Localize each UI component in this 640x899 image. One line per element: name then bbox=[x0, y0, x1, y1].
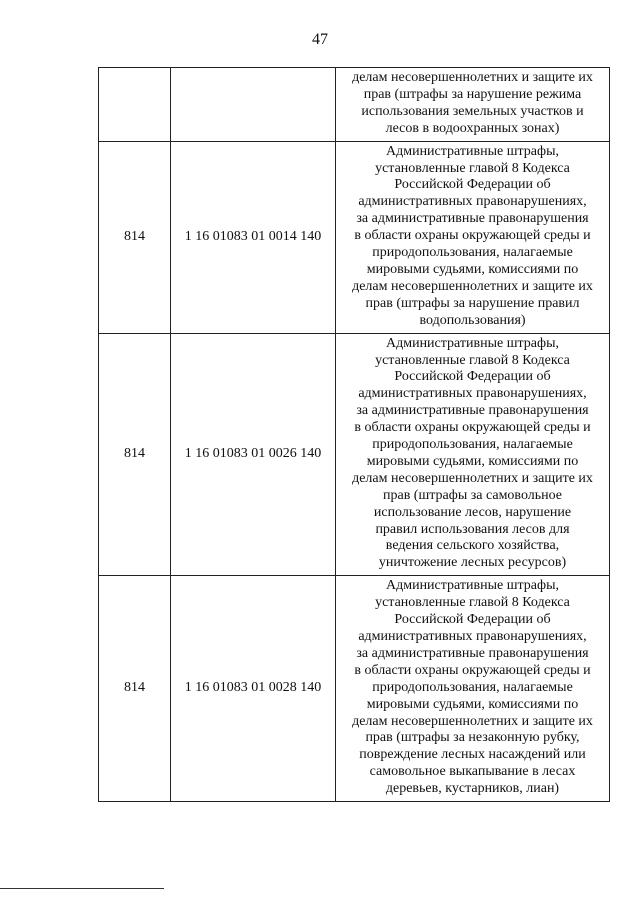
page-number: 47 bbox=[312, 31, 328, 48]
description-line: мировыми судьями, комиссиями по bbox=[366, 261, 579, 277]
description-line: лесов в водоохранных зонах) bbox=[385, 120, 560, 136]
description-line: мировыми судьями, комиссиями по bbox=[366, 696, 579, 712]
fines-table-body bbox=[99, 68, 610, 802]
admin-code-cell: 814 bbox=[99, 333, 171, 576]
admin-code-cell bbox=[99, 68, 171, 142]
description-line: за административные правонарушения bbox=[356, 645, 589, 661]
description-line: уничтожение лесных ресурсов) bbox=[378, 555, 567, 571]
footnote-divider bbox=[0, 888, 164, 889]
description-line: правил использования лесов для bbox=[375, 521, 570, 537]
description-line: использование лесов, нарушение bbox=[373, 504, 572, 520]
description-line: в области охраны окружающей среды и bbox=[354, 662, 591, 678]
description-line: деревьев, кустарников, лиан) bbox=[385, 781, 560, 797]
description-line: Российской Федерации об bbox=[394, 369, 551, 385]
description-line: прав (штрафы за незаконную рубку, bbox=[365, 730, 580, 746]
kbk-code-cell: 1 16 01083 01 0026 140 bbox=[171, 333, 336, 576]
description-line: использования земельных участков и bbox=[361, 103, 584, 119]
description-line: Российской Федерации об bbox=[394, 177, 551, 193]
description-line: делам несовершеннолетних и защите их bbox=[352, 713, 593, 729]
description-line: в области охраны окружающей среды и bbox=[354, 420, 591, 436]
description-line: в области охраны окружающей среды и bbox=[354, 228, 591, 244]
fines-table bbox=[98, 67, 610, 802]
description-line: установленные главой 8 Кодекса bbox=[375, 595, 570, 611]
description-line: за административные правонарушения bbox=[356, 211, 589, 227]
description-line: природопользования, налагаемые bbox=[372, 679, 573, 695]
description-line: делам несовершеннолетних и защите их bbox=[352, 278, 593, 294]
kbk-code-cell bbox=[171, 68, 336, 142]
description-line: мировыми судьями, комиссиями по bbox=[366, 453, 579, 469]
description-line: повреждение лесных насаждений или bbox=[359, 747, 586, 763]
description-line: природопользования, налагаемые bbox=[372, 437, 573, 453]
table-row bbox=[99, 333, 610, 576]
description-line: водопользования) bbox=[419, 312, 526, 328]
description-line: прав (штрафы за самовольное bbox=[382, 487, 563, 503]
description-line: Российской Федерации об bbox=[394, 612, 551, 628]
table-row bbox=[99, 68, 610, 142]
description-line: самовольное выкапывание в лесах bbox=[369, 764, 576, 780]
description-cell bbox=[336, 576, 610, 802]
description-line: ведения сельского хозяйства, bbox=[385, 538, 560, 554]
description-line: административных правонарушениях, bbox=[358, 629, 587, 644]
description-cell bbox=[336, 141, 610, 333]
admin-code-cell: 814 bbox=[99, 141, 171, 333]
table-row bbox=[99, 141, 610, 333]
description-cell bbox=[336, 68, 610, 142]
kbk-code-cell: 1 16 01083 01 0014 140 bbox=[171, 141, 336, 333]
description-line: прав (штрафы за нарушение режима bbox=[363, 86, 582, 102]
description-line: природопользования, налагаемые bbox=[372, 245, 573, 261]
description-line: Административные штрафы, bbox=[385, 335, 560, 351]
description-line: административных правонарушениях, bbox=[358, 386, 587, 402]
description-line: административных правонарушениях, bbox=[358, 194, 587, 210]
admin-code-cell: 814 bbox=[99, 576, 171, 802]
kbk-code-cell: 1 16 01083 01 0028 140 bbox=[171, 576, 336, 802]
description-line: делам несовершеннолетних и защите их bbox=[352, 470, 593, 486]
description-line: прав (штрафы за нарушение правил bbox=[365, 295, 580, 311]
description-line: установленные главой 8 Кодекса bbox=[375, 352, 570, 368]
table-row bbox=[99, 576, 610, 802]
description-cell bbox=[336, 333, 610, 576]
description-line: Административные штрафы, bbox=[385, 143, 560, 159]
description-line: делам несовершеннолетних и защите их bbox=[352, 70, 593, 85]
description-line: установленные главой 8 Кодекса bbox=[375, 160, 570, 176]
description-line: за административные правонарушения bbox=[356, 403, 589, 419]
description-line: Административные штрафы, bbox=[385, 578, 560, 594]
